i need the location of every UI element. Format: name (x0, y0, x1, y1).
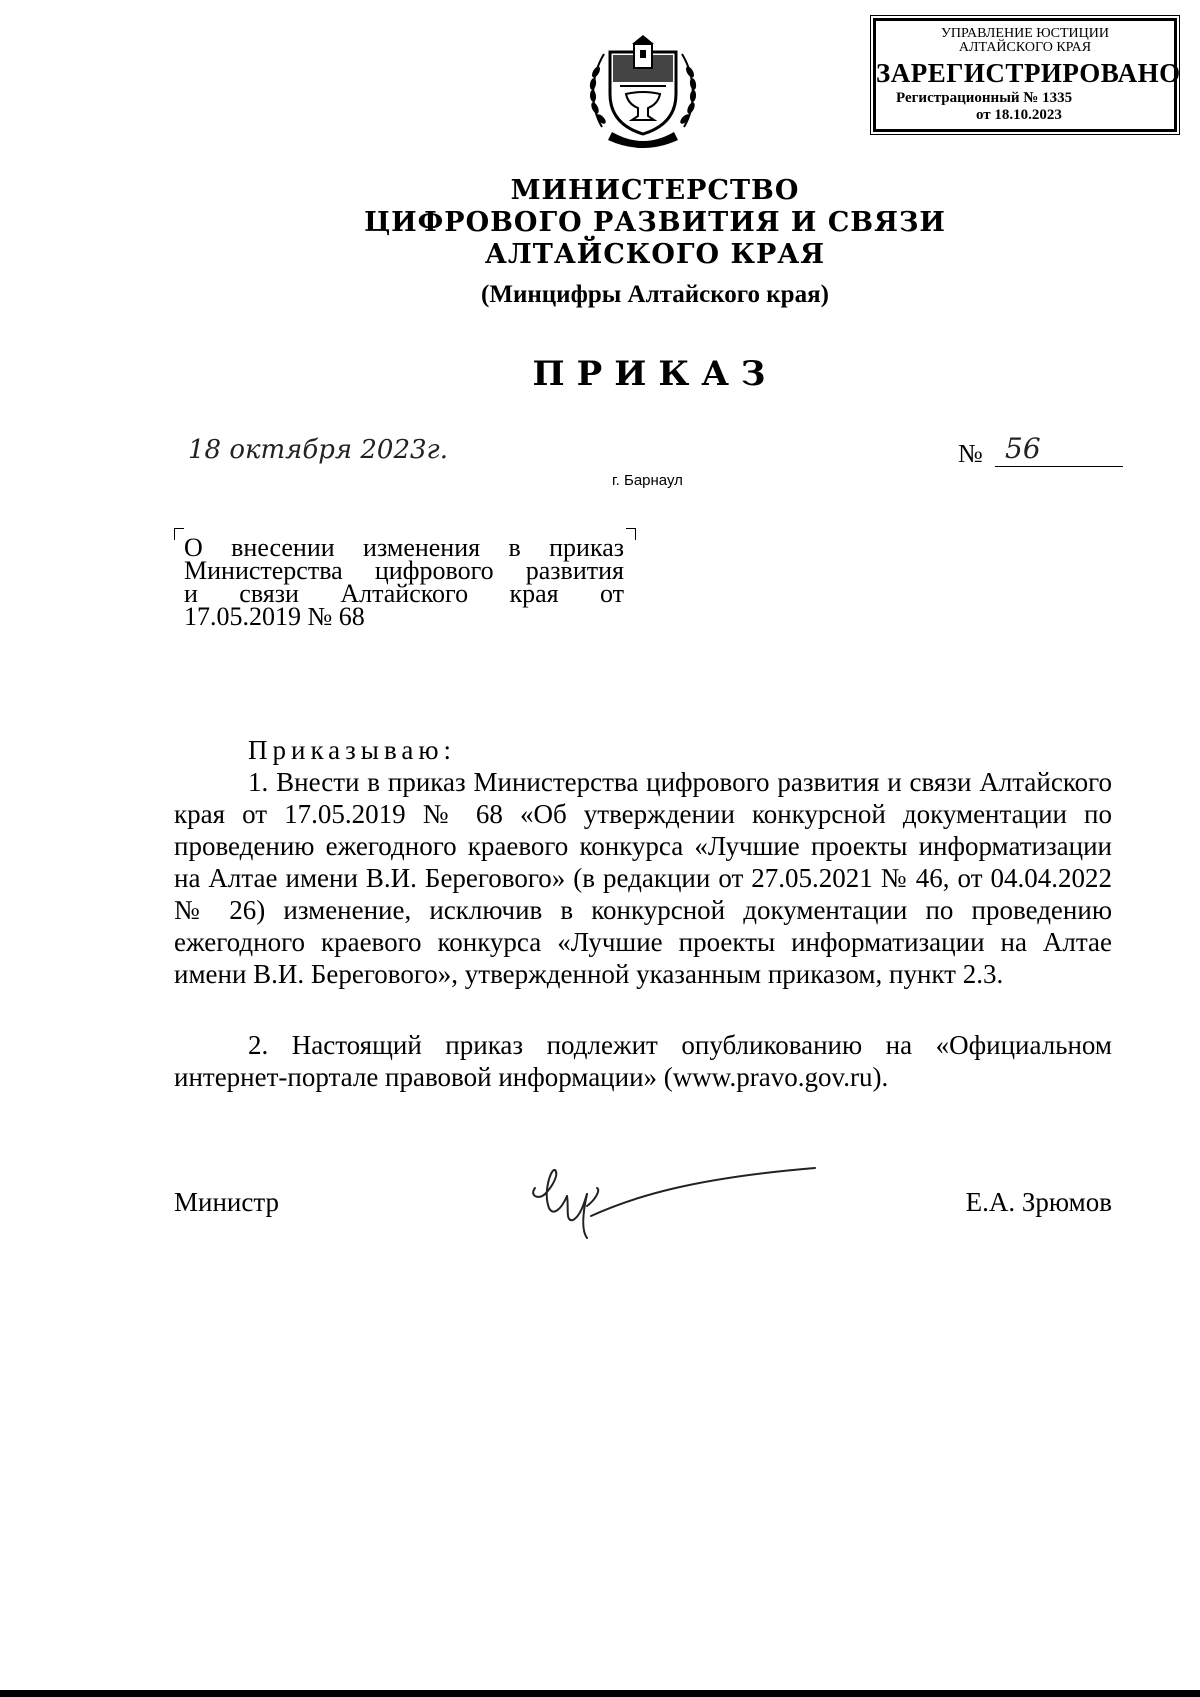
handwritten-number: 56 (1005, 432, 1041, 465)
number-underline (995, 466, 1123, 467)
subject-block (184, 533, 624, 631)
ministry-name-line3: АЛТАЙСКОГО КРАЯ (484, 239, 826, 270)
document-type-title: ПРИКАЗ (532, 354, 778, 394)
handwritten-signature (525, 1160, 825, 1242)
prikazyvayu-heading: Приказываю: (248, 735, 456, 765)
subject-line: О внесении изменения в приказ (184, 533, 624, 562)
registration-stamp (873, 18, 1181, 132)
subject-line: Министерства цифрового развития (184, 556, 624, 585)
stamp-reg-date: от 18.10.2023 (976, 107, 1062, 123)
subject-corner-mark-left (174, 528, 184, 540)
stamp-status: ЗАРЕГИСТРИРОВАНО (876, 58, 1181, 88)
body-paragraph-1 (174, 766, 1112, 990)
coat-of-arms-emblem (582, 32, 704, 154)
stamp-org-line2: АЛТАЙСКОГО КРАЯ (958, 40, 1092, 55)
signatory-title: Министр (174, 1187, 279, 1217)
subject-corner-mark-right (626, 528, 636, 540)
paragraph-text: 2. Настоящий приказ подлежит опубликованию на «Официальном интернет-портале правовой информации» (www.pravo.gov.ru). (174, 1030, 1112, 1092)
handwritten-date: 18 октября 2023г. (188, 435, 448, 465)
number-label: № (958, 439, 983, 468)
ministry-short-name: (Минцифры Алтайского края) (481, 281, 829, 308)
scan-bottom-edge (0, 1690, 1200, 1697)
subject-line: 17.05.2019 № 68 (184, 602, 365, 631)
stamp-org-line1: УПРАВЛЕНИЕ ЮСТИЦИИ (941, 26, 1109, 41)
ministry-name-line2: ЦИФРОВОГО РАЗВИТИЯ И СВЯЗИ (364, 207, 946, 238)
subject-line: и связи Алтайского края от (184, 579, 624, 608)
city: г. Барнаул (612, 472, 683, 489)
stamp-reg-number: Регистрационный № 1335 (896, 90, 1073, 106)
ministry-name-line1: МИНИСТЕРСТВО (510, 175, 800, 206)
body-paragraph-2 (174, 1029, 1112, 1093)
paragraph-text: 1. Внести в приказ Министерства цифрового развития и связи Алтайского края от 17.05.2019 № 68 «Об утверждении конкурсной документации по проведению ежегодного краевого конкурса «Лучшие проекты информатизации на Алтае имени В.И. Берегового» (в редакции от 27.05.2021 № 46, от 04.04.2022 № 26) изменение, исключив в конкурсной документации по проведению ежегодного краевого конкурса «Лучшие проекты информатизации на Алтае имени В.И. Берегового», утвержденной указанным приказом, пункт 2.3. (174, 767, 1112, 989)
signatory-name: Е.А. Зрюмов (965, 1187, 1112, 1217)
